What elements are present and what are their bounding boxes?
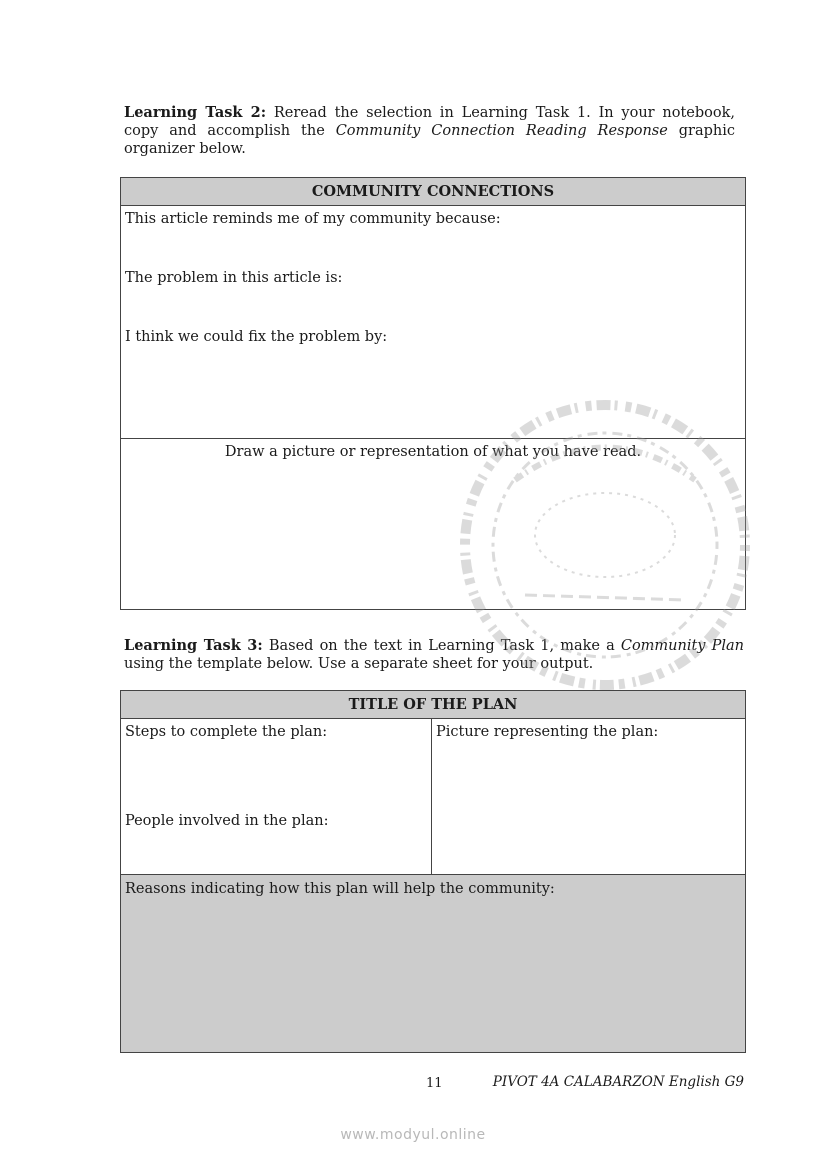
learning-task-3-paragraph: [124, 637, 744, 673]
plan-reasons-row: [121, 875, 745, 1052]
learning-task-3-text-b: using the template below. Use a separate sheet for your output.: [124, 656, 594, 672]
community-questions-section: [121, 205, 745, 439]
plan-steps-cell: [121, 718, 432, 874]
reminds-me-prompt: This article reminds me of my community because:: [125, 211, 501, 227]
learning-task-3-text-a: Based on the text in Learning Task 1, make a: [262, 638, 621, 654]
draw-picture-prompt: Draw a picture or representation of what you have read.: [224, 444, 642, 460]
learning-task-2-text-b: graphic organizer below.: [124, 123, 735, 157]
fix-problem-prompt: I think we could fix the problem by:: [125, 329, 388, 345]
plan-table-header: TITLE OF THE PLAN: [121, 691, 745, 719]
publication-title: PIVOT 4A CALABARZON English G9: [492, 1074, 744, 1090]
picture-prompt: Picture representing the plan:: [436, 724, 659, 740]
plan-table: [120, 690, 746, 1053]
problem-prompt: The problem in this article is:: [125, 270, 343, 286]
learning-task-3-italic: Community Plan: [620, 638, 744, 654]
community-connections-table: [120, 177, 746, 610]
community-connections-header: COMMUNITY CONNECTIONS: [121, 178, 745, 206]
learning-task-2-italic: Community Connection Reading Response: [335, 123, 668, 139]
learning-task-2-text-a: Reread the selection in Learning Task 1. In your notebook, copy and accomplish the: [124, 105, 736, 139]
draw-picture-section: [121, 439, 745, 609]
plan-details-row: [121, 718, 745, 875]
people-prompt: People involved in the plan:: [125, 813, 329, 829]
learning-task-2-label: Learning Task 2:: [124, 104, 267, 121]
steps-prompt: Steps to complete the plan:: [125, 724, 328, 740]
plan-picture-cell: [432, 718, 745, 874]
page-number: 11: [426, 1076, 443, 1091]
reasons-prompt: Reasons indicating how this plan will help the community:: [125, 881, 555, 897]
site-watermark: www.modyul.online: [340, 1127, 486, 1143]
learning-task-3-label: Learning Task 3:: [124, 637, 263, 654]
learning-task-2-paragraph: [124, 104, 735, 158]
